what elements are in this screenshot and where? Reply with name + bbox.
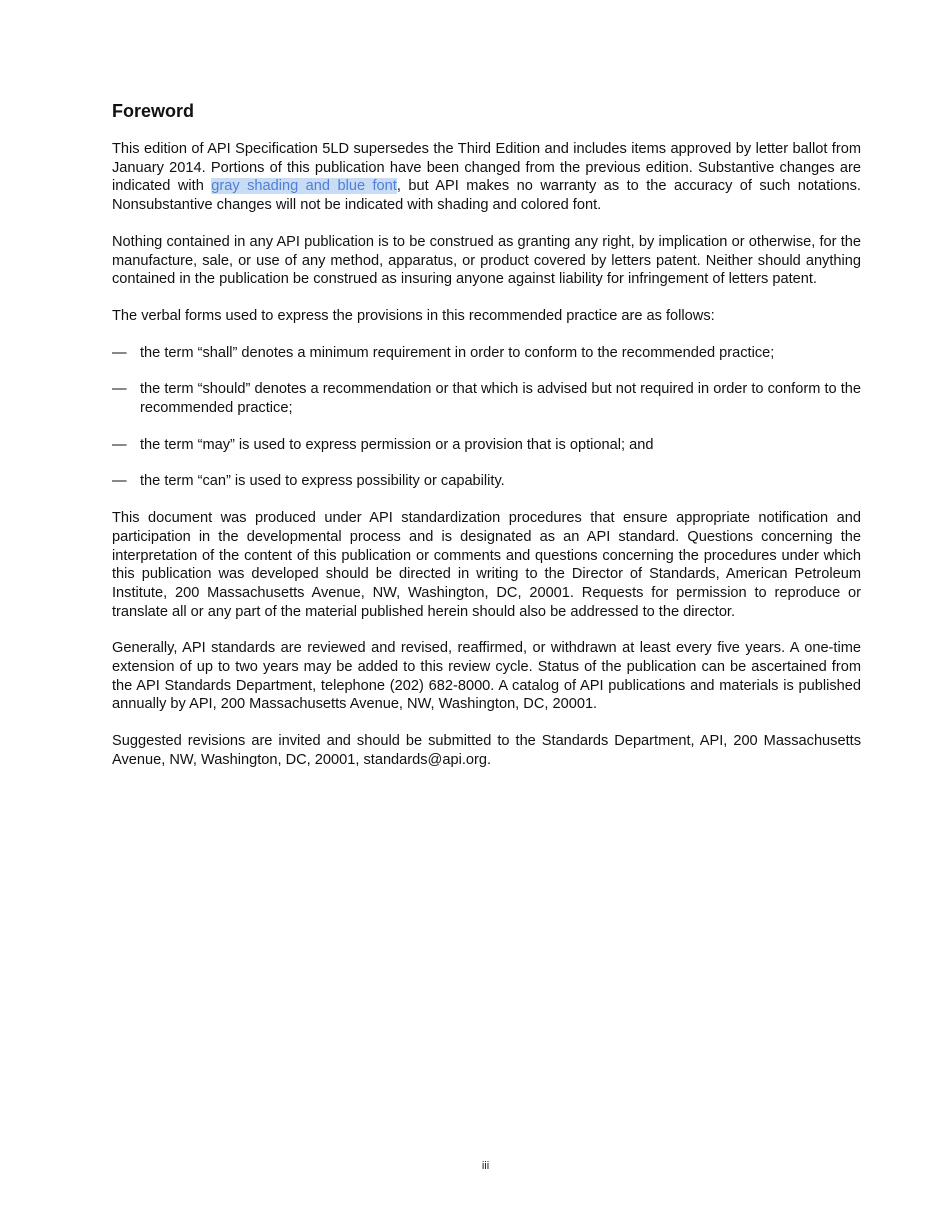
paragraph-patent: Nothing contained in any API publication is to be construed as granting any right, by implication or otherwise, for the manufacture, sale, or use of any method, apparatus, or product covered by letters patent. Neither should anything contained in the publication be construed as insuring anyone against liability for infringement of letters patent. <box>112 233 861 288</box>
dash-bullet: — <box>112 381 127 398</box>
list-item-should <box>112 380 861 417</box>
list-item-text: the term “shall” denotes a minimum requirement in order to conform to the recommended practice; <box>140 344 775 361</box>
highlighted-text: gray shading and blue font <box>211 178 397 195</box>
list-item-shall <box>112 344 861 363</box>
page-number: iii <box>481 1160 490 1172</box>
paragraph-edition-text-after: , but API makes no warranty as to the accuracy of such notations. Nonsubstantive changes will not be indicated with shading and colored font. <box>112 178 861 214</box>
dash-bullet: — <box>112 473 127 490</box>
paragraph-suggested-revisions: Suggested revisions are invited and should be submitted to the Standards Department, API, 200 Massachusetts Avenue, NW, Washington, DC, 20001, standards@api.org. <box>112 733 861 768</box>
list-item-may <box>112 436 861 455</box>
dash-bullet: — <box>112 436 127 453</box>
paragraph-verbal-forms: The verbal forms used to express the provisions in this recommended practice are as follows: <box>112 307 715 324</box>
paragraph-edition-text-before: This edition of API Specification 5LD supersedes the Third Edition and includes items approved by letter ballot from January 2014. Portions of this publication have been changed from the previous edition. Substantive changes are indicated with <box>112 141 861 195</box>
list-item-text: the term “can” is used to express possibility or capability. <box>140 473 505 490</box>
list-item-can <box>112 472 861 491</box>
paragraph-review-cycle: Generally, API standards are reviewed and revised, reaffirmed, or withdrawn at least every five years. A one-time extension of up to two years may be added to this review cycle. Status of the publication can be ascertained from the API Standards Department, telephone (202) 682-8000. A catalog of API publications and materials is published annually by API, 200 Massachusetts Avenue, NW, Washington, DC, 20001. <box>112 640 861 713</box>
paragraph-procedures: This document was produced under API standardization procedures that ensure appropriate notification and participation in the developmental process and is designated as an API standard. Questions concerning the interpretation of the content of this publication or comments and questions concerning the procedures under which this publication was developed should be directed in writing to the Director of Standards, American Petroleum Institute, 200 Massachusetts Avenue, NW, Washington, DC, 20001. Requests for permission to reproduce or translate all or any part of the material published herein should also be addressed to the director. <box>112 510 861 620</box>
list-item-text: the term “should” denotes a recommendation or that which is advised but not required in order to conform to the recommended practice; <box>140 381 861 417</box>
document-page <box>112 100 861 788</box>
paragraph-edition <box>112 140 861 215</box>
page-title: Foreword <box>112 101 195 121</box>
list-item-text: the term “may” is used to express permission or a provision that is optional; and <box>140 436 654 453</box>
dash-bullet: — <box>112 344 127 361</box>
